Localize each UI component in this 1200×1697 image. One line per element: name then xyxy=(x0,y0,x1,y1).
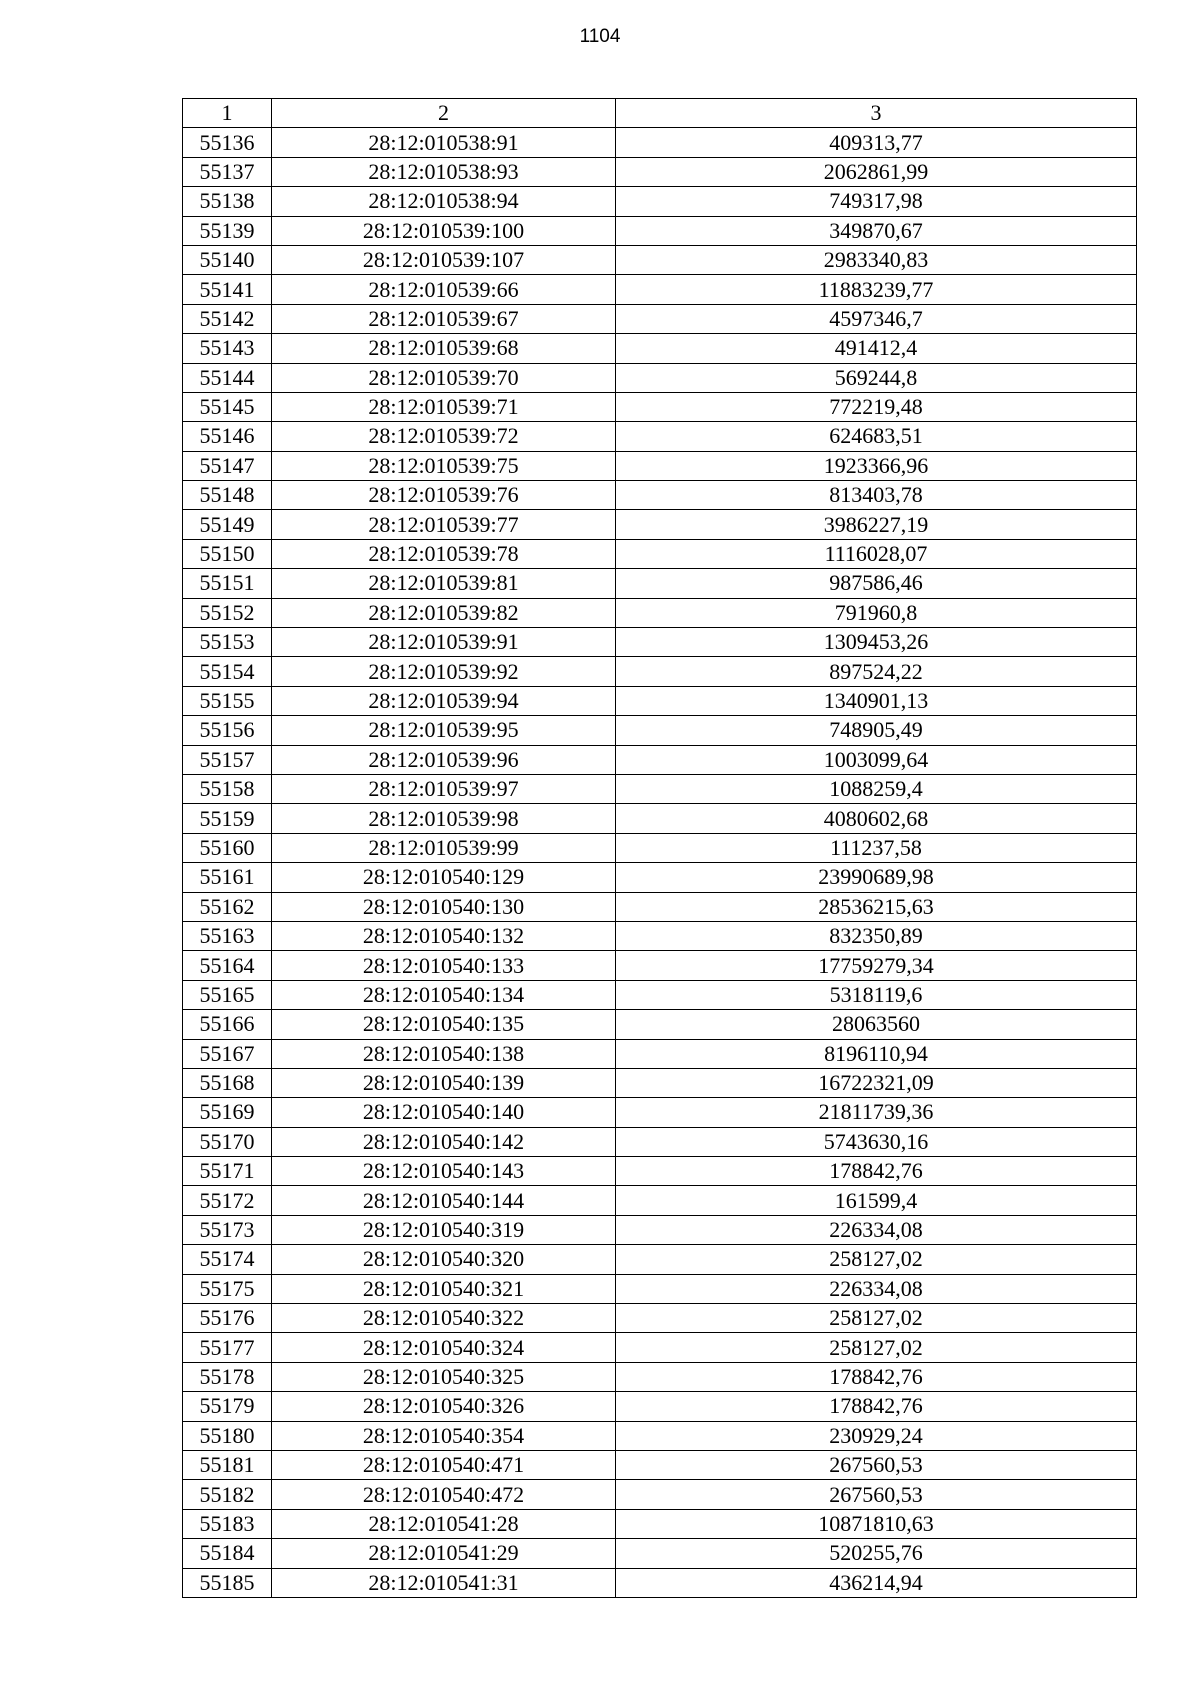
table-row xyxy=(183,1098,1137,1127)
cadastral-number-cell: 28:12:010540:132 xyxy=(272,921,616,950)
table-row xyxy=(183,392,1137,421)
value-cell: 987586,46 xyxy=(616,569,1137,598)
cadastral-number-cell: 28:12:010540:129 xyxy=(272,863,616,892)
row-number-cell: 55166 xyxy=(183,1010,272,1039)
table-row xyxy=(183,804,1137,833)
value-cell: 3986227,19 xyxy=(616,510,1137,539)
cadastral-number-cell: 28:12:010540:472 xyxy=(272,1480,616,1509)
value-cell: 748905,49 xyxy=(616,716,1137,745)
header-row xyxy=(183,99,1137,128)
cadastral-number-cell: 28:12:010539:95 xyxy=(272,716,616,745)
row-number-cell: 55138 xyxy=(183,187,272,216)
table-row xyxy=(183,216,1137,245)
table-body xyxy=(183,128,1137,1598)
table-row xyxy=(183,1010,1137,1039)
value-cell: 2983340,83 xyxy=(616,245,1137,274)
table-row xyxy=(183,1450,1137,1479)
value-cell: 258127,02 xyxy=(616,1245,1137,1274)
table-header xyxy=(183,99,1137,128)
value-cell: 28536215,63 xyxy=(616,892,1137,921)
value-cell: 5743630,16 xyxy=(616,1127,1137,1156)
row-number-cell: 55174 xyxy=(183,1245,272,1274)
value-cell: 832350,89 xyxy=(616,921,1137,950)
value-cell: 1116028,07 xyxy=(616,539,1137,568)
row-number-cell: 55150 xyxy=(183,539,272,568)
value-cell: 267560,53 xyxy=(616,1450,1137,1479)
cadastral-number-cell: 28:12:010540:322 xyxy=(272,1304,616,1333)
table-row xyxy=(183,657,1137,686)
value-cell: 349870,67 xyxy=(616,216,1137,245)
cadastral-number-cell: 28:12:010539:76 xyxy=(272,481,616,510)
table-row xyxy=(183,334,1137,363)
value-cell: 230929,24 xyxy=(616,1421,1137,1450)
value-cell: 161599,4 xyxy=(616,1186,1137,1215)
table-row xyxy=(183,451,1137,480)
row-number-cell: 55136 xyxy=(183,128,272,157)
table-row xyxy=(183,980,1137,1009)
table-row xyxy=(183,1421,1137,1450)
row-number-cell: 55171 xyxy=(183,1157,272,1186)
value-cell: 2062861,99 xyxy=(616,157,1137,186)
value-cell: 791960,8 xyxy=(616,598,1137,627)
table-row xyxy=(183,833,1137,862)
table-row xyxy=(183,1304,1137,1333)
column-header-1: 1 xyxy=(183,99,272,128)
value-cell: 178842,76 xyxy=(616,1392,1137,1421)
row-number-cell: 55165 xyxy=(183,980,272,1009)
value-cell: 1340901,13 xyxy=(616,686,1137,715)
row-number-cell: 55180 xyxy=(183,1421,272,1450)
value-cell: 178842,76 xyxy=(616,1362,1137,1391)
row-number-cell: 55140 xyxy=(183,245,272,274)
table-row xyxy=(183,774,1137,803)
table-row xyxy=(183,304,1137,333)
row-number-cell: 55183 xyxy=(183,1509,272,1538)
row-number-cell: 55160 xyxy=(183,833,272,862)
cadastral-number-cell: 28:12:010538:91 xyxy=(272,128,616,157)
row-number-cell: 55181 xyxy=(183,1450,272,1479)
cadastral-number-cell: 28:12:010540:135 xyxy=(272,1010,616,1039)
table-row xyxy=(183,157,1137,186)
row-number-cell: 55172 xyxy=(183,1186,272,1215)
cadastral-number-cell: 28:12:010540:326 xyxy=(272,1392,616,1421)
table-row xyxy=(183,275,1137,304)
table-row xyxy=(183,686,1137,715)
cadastral-number-cell: 28:12:010539:71 xyxy=(272,392,616,421)
cadastral-number-cell: 28:12:010540:130 xyxy=(272,892,616,921)
cadastral-number-cell: 28:12:010539:99 xyxy=(272,833,616,862)
row-number-cell: 55154 xyxy=(183,657,272,686)
page-number: 1104 xyxy=(579,26,621,47)
cadastral-number-cell: 28:12:010539:82 xyxy=(272,598,616,627)
table-row xyxy=(183,1392,1137,1421)
table-row xyxy=(183,363,1137,392)
row-number-cell: 55175 xyxy=(183,1274,272,1303)
table-row xyxy=(183,128,1137,157)
table-row xyxy=(183,422,1137,451)
cadastral-number-cell: 28:12:010540:142 xyxy=(272,1127,616,1156)
table-row xyxy=(183,1215,1137,1244)
value-cell: 409313,77 xyxy=(616,128,1137,157)
table-row xyxy=(183,1539,1137,1568)
value-cell: 8196110,94 xyxy=(616,1039,1137,1068)
cadastral-number-cell: 28:12:010539:92 xyxy=(272,657,616,686)
table-row xyxy=(183,1039,1137,1068)
cadastral-number-cell: 28:12:010539:75 xyxy=(272,451,616,480)
cadastral-number-cell: 28:12:010540:321 xyxy=(272,1274,616,1303)
table-row xyxy=(183,951,1137,980)
table-row xyxy=(183,1274,1137,1303)
table-row xyxy=(183,1245,1137,1274)
table-row xyxy=(183,245,1137,274)
table-row xyxy=(183,745,1137,774)
cadastral-number-cell: 28:12:010539:67 xyxy=(272,304,616,333)
cadastral-number-cell: 28:12:010539:78 xyxy=(272,539,616,568)
value-cell: 11883239,77 xyxy=(616,275,1137,304)
value-cell: 1923366,96 xyxy=(616,451,1137,480)
value-cell: 749317,98 xyxy=(616,187,1137,216)
cadastral-number-cell: 28:12:010540:133 xyxy=(272,951,616,980)
value-cell: 21811739,36 xyxy=(616,1098,1137,1127)
cadastral-number-cell: 28:12:010539:98 xyxy=(272,804,616,833)
row-number-cell: 55149 xyxy=(183,510,272,539)
value-cell: 111237,58 xyxy=(616,833,1137,862)
cadastral-number-cell: 28:12:010540:471 xyxy=(272,1450,616,1479)
value-cell: 28063560 xyxy=(616,1010,1137,1039)
row-number-cell: 55167 xyxy=(183,1039,272,1068)
row-number-cell: 55155 xyxy=(183,686,272,715)
table-row xyxy=(183,1333,1137,1362)
cadastral-number-cell: 28:12:010540:354 xyxy=(272,1421,616,1450)
cadastral-number-cell: 28:12:010539:66 xyxy=(272,275,616,304)
table-row xyxy=(183,481,1137,510)
cadastral-number-cell: 28:12:010539:72 xyxy=(272,422,616,451)
value-cell: 520255,76 xyxy=(616,1539,1137,1568)
value-cell: 226334,08 xyxy=(616,1274,1137,1303)
cadastral-number-cell: 28:12:010538:94 xyxy=(272,187,616,216)
cadastral-number-cell: 28:12:010539:107 xyxy=(272,245,616,274)
value-cell: 491412,4 xyxy=(616,334,1137,363)
cadastral-number-cell: 28:12:010540:139 xyxy=(272,1068,616,1097)
value-cell: 226334,08 xyxy=(616,1215,1137,1244)
row-number-cell: 55173 xyxy=(183,1215,272,1244)
cadastral-number-cell: 28:12:010540:324 xyxy=(272,1333,616,1362)
cadastral-number-cell: 28:12:010539:94 xyxy=(272,686,616,715)
row-number-cell: 55146 xyxy=(183,422,272,451)
table-row xyxy=(183,569,1137,598)
table-row xyxy=(183,1480,1137,1509)
cadastral-number-cell: 28:12:010540:320 xyxy=(272,1245,616,1274)
cadastral-number-cell: 28:12:010541:28 xyxy=(272,1509,616,1538)
table-row xyxy=(183,187,1137,216)
cadastral-number-cell: 28:12:010540:144 xyxy=(272,1186,616,1215)
value-cell: 1088259,4 xyxy=(616,774,1137,803)
row-number-cell: 55144 xyxy=(183,363,272,392)
cadastral-number-cell: 28:12:010539:97 xyxy=(272,774,616,803)
cadastral-number-cell: 28:12:010540:134 xyxy=(272,980,616,1009)
row-number-cell: 55184 xyxy=(183,1539,272,1568)
row-number-cell: 55152 xyxy=(183,598,272,627)
row-number-cell: 55163 xyxy=(183,921,272,950)
row-number-cell: 55147 xyxy=(183,451,272,480)
row-number-cell: 55164 xyxy=(183,951,272,980)
cadastral-number-cell: 28:12:010539:96 xyxy=(272,745,616,774)
column-header-3: 3 xyxy=(616,99,1137,128)
row-number-cell: 55161 xyxy=(183,863,272,892)
cadastral-number-cell: 28:12:010540:319 xyxy=(272,1215,616,1244)
table-row xyxy=(183,539,1137,568)
column-header-2: 2 xyxy=(272,99,616,128)
value-cell: 569244,8 xyxy=(616,363,1137,392)
row-number-cell: 55142 xyxy=(183,304,272,333)
value-cell: 4597346,7 xyxy=(616,304,1137,333)
row-number-cell: 55170 xyxy=(183,1127,272,1156)
value-cell: 897524,22 xyxy=(616,657,1137,686)
cadastral-number-cell: 28:12:010540:143 xyxy=(272,1157,616,1186)
value-cell: 258127,02 xyxy=(616,1333,1137,1362)
cadastral-number-cell: 28:12:010539:91 xyxy=(272,628,616,657)
row-number-cell: 55157 xyxy=(183,745,272,774)
row-number-cell: 55169 xyxy=(183,1098,272,1127)
row-number-cell: 55137 xyxy=(183,157,272,186)
value-cell: 258127,02 xyxy=(616,1304,1137,1333)
row-number-cell: 55148 xyxy=(183,481,272,510)
table-row xyxy=(183,892,1137,921)
register-table xyxy=(182,98,1137,1598)
table-row xyxy=(183,598,1137,627)
value-cell: 436214,94 xyxy=(616,1568,1137,1597)
table-row xyxy=(183,510,1137,539)
table-row xyxy=(183,921,1137,950)
row-number-cell: 55158 xyxy=(183,774,272,803)
value-cell: 624683,51 xyxy=(616,422,1137,451)
value-cell: 4080602,68 xyxy=(616,804,1137,833)
value-cell: 23990689,98 xyxy=(616,863,1137,892)
row-number-cell: 55177 xyxy=(183,1333,272,1362)
value-cell: 17759279,34 xyxy=(616,951,1137,980)
table-row xyxy=(183,1509,1137,1538)
table-row xyxy=(183,716,1137,745)
row-number-cell: 55153 xyxy=(183,628,272,657)
row-number-cell: 55143 xyxy=(183,334,272,363)
value-cell: 1003099,64 xyxy=(616,745,1137,774)
table-row xyxy=(183,1127,1137,1156)
row-number-cell: 55151 xyxy=(183,569,272,598)
cadastral-number-cell: 28:12:010539:81 xyxy=(272,569,616,598)
table-row xyxy=(183,1068,1137,1097)
table-row xyxy=(183,628,1137,657)
cadastral-number-cell: 28:12:010539:70 xyxy=(272,363,616,392)
value-cell: 267560,53 xyxy=(616,1480,1137,1509)
row-number-cell: 55185 xyxy=(183,1568,272,1597)
row-number-cell: 55162 xyxy=(183,892,272,921)
cadastral-number-cell: 28:12:010540:140 xyxy=(272,1098,616,1127)
row-number-cell: 55145 xyxy=(183,392,272,421)
row-number-cell: 55168 xyxy=(183,1068,272,1097)
table-row xyxy=(183,1362,1137,1391)
table-row xyxy=(183,1568,1137,1597)
row-number-cell: 55159 xyxy=(183,804,272,833)
table-row xyxy=(183,1186,1137,1215)
cadastral-number-cell: 28:12:010538:93 xyxy=(272,157,616,186)
value-cell: 813403,78 xyxy=(616,481,1137,510)
value-cell: 178842,76 xyxy=(616,1157,1137,1186)
cadastral-number-cell: 28:12:010539:68 xyxy=(272,334,616,363)
value-cell: 5318119,6 xyxy=(616,980,1137,1009)
row-number-cell: 55182 xyxy=(183,1480,272,1509)
cadastral-number-cell: 28:12:010541:29 xyxy=(272,1539,616,1568)
row-number-cell: 55141 xyxy=(183,275,272,304)
value-cell: 1309453,26 xyxy=(616,628,1137,657)
row-number-cell: 55178 xyxy=(183,1362,272,1391)
value-cell: 772219,48 xyxy=(616,392,1137,421)
row-number-cell: 55156 xyxy=(183,716,272,745)
row-number-cell: 55139 xyxy=(183,216,272,245)
cadastral-number-cell: 28:12:010540:325 xyxy=(272,1362,616,1391)
value-cell: 16722321,09 xyxy=(616,1068,1137,1097)
row-number-cell: 55179 xyxy=(183,1392,272,1421)
cadastral-number-cell: 28:12:010539:77 xyxy=(272,510,616,539)
cadastral-number-cell: 28:12:010540:138 xyxy=(272,1039,616,1068)
cadastral-number-cell: 28:12:010541:31 xyxy=(272,1568,616,1597)
table-row xyxy=(183,1157,1137,1186)
row-number-cell: 55176 xyxy=(183,1304,272,1333)
value-cell: 10871810,63 xyxy=(616,1509,1137,1538)
cadastral-number-cell: 28:12:010539:100 xyxy=(272,216,616,245)
table-row xyxy=(183,863,1137,892)
